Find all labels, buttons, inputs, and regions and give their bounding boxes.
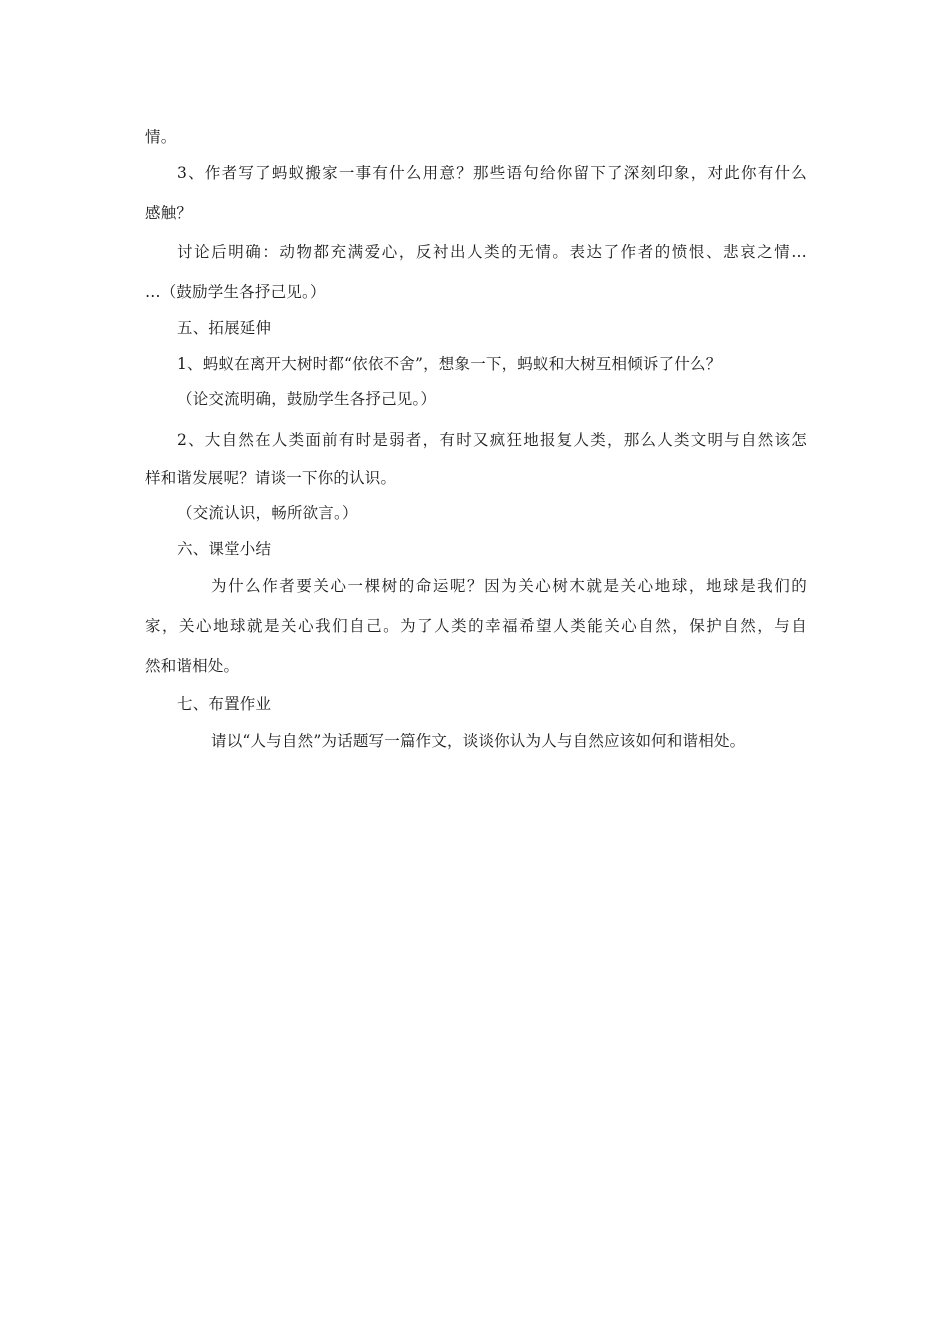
question-3-continuation: 感触？ [145,204,193,222]
extension-question-1: 1、蚂蚁在离开大树时都“依依不舍”，想象一下，蚂蚁和大树互相倾诉了什么？ [177,355,722,373]
discussion-conclusion: 讨论后明确：动物都充满爱心，反衬出人类的无情。表达了作者的愤恨、悲哀之情… [177,243,807,261]
extension-question-2: 2、大自然在人类面前有时是弱者，有时又疯狂地报复人类，那么人类文明与自然该怎 [177,431,807,449]
extension-answer-2: （交流认识，畅所欲言。） [177,504,358,522]
extension-answer-1: （论交流明确，鼓励学生各抒己见。） [177,390,437,408]
discussion-conclusion-continuation: …（鼓励学生各抒己见。） [145,283,326,301]
section-heading-homework: 七、布置作业 [177,695,272,713]
section-heading-extension: 五、拓展延伸 [177,319,272,337]
summary-paragraph: 为什么作者要关心一棵树的命运呢？因为关心树木就是关心地球，地球是我们的 [211,577,807,595]
homework-assignment: 请以“人与自然”为话题写一篇作文，谈谈你认为人与自然应该如何和谐相处。 [211,732,746,750]
question-3: 3、作者写了蚂蚁搬家一事有什么用意？那些语句给你留下了深刻印象，对此你有什么 [177,164,807,182]
summary-paragraph-line-2: 家，关心地球就是关心我们自己。为了人类的幸福希望人类能关心自然，保护自然，与自 [145,617,807,635]
section-heading-summary: 六、课堂小结 [177,540,272,558]
extension-question-2-continuation: 样和谐发展呢？请谈一下你的认识。 [145,469,397,487]
text-line-continuation: 情。 [145,128,177,146]
summary-paragraph-line-3: 然和谐相处。 [145,657,240,675]
